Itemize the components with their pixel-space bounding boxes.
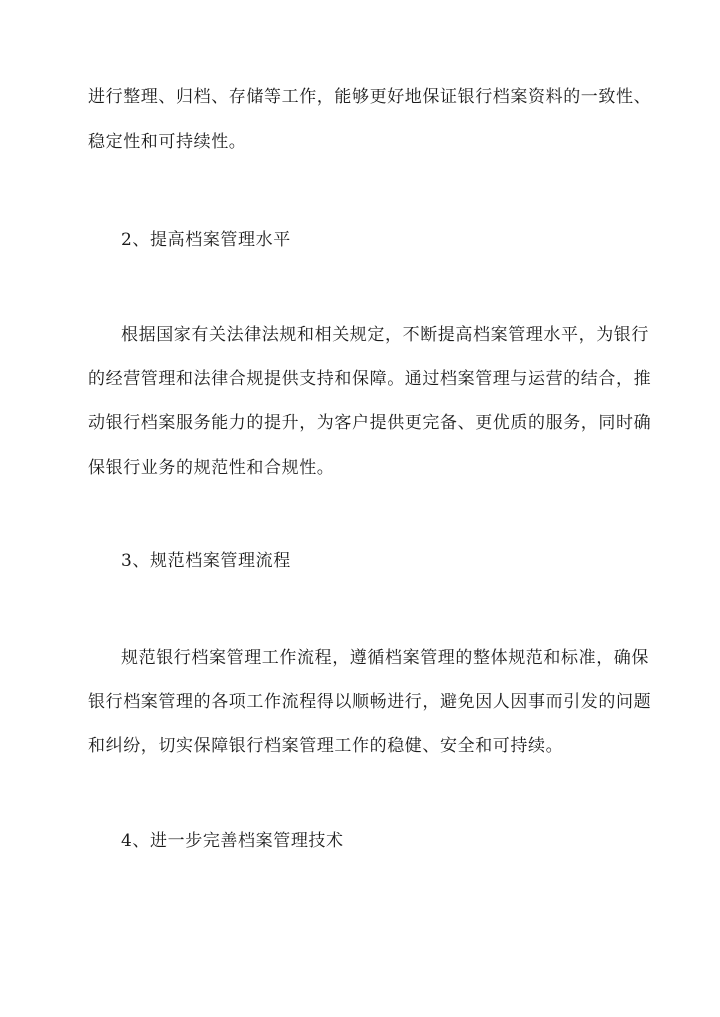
- paragraph-2-line-2: 的经营管理和法律合规提供支持和保障。通过档案管理与运营的结合，推: [88, 369, 652, 389]
- paragraph-3-line-3: 和纠纷，切实保障银行档案管理工作的稳健、安全和可持续。: [88, 736, 564, 756]
- paragraph-2-line-3: 动银行档案服务能力的提升，为客户提供更完备、更优质的服务，同时确: [88, 413, 652, 433]
- paragraph-3-line-2: 银行档案管理的各项工作流程得以顺畅进行，避免因人因事而引发的问题: [88, 692, 652, 712]
- section-heading-3: 3、规范档案管理流程: [121, 551, 291, 571]
- section-heading-2: 2、提高档案管理水平: [121, 230, 291, 250]
- paragraph-1-line-1: 进行整理、归档、存储等工作，能够更好地保证银行档案资料的一致性、: [88, 87, 652, 107]
- paragraph-1-line-2: 稳定性和可持续性。: [88, 132, 247, 152]
- paragraph-2-line-1: 根据国家有关法律法规和相关规定，不断提高档案管理水平，为银行: [121, 325, 649, 345]
- section-heading-4: 4、进一步完善档案管理技术: [121, 831, 344, 851]
- paragraph-2-line-4: 保银行业务的规范性和合规性。: [88, 458, 335, 478]
- paragraph-3-line-1: 规范银行档案管理工作流程，遵循档案管理的整体规范和标准，确保: [121, 648, 649, 668]
